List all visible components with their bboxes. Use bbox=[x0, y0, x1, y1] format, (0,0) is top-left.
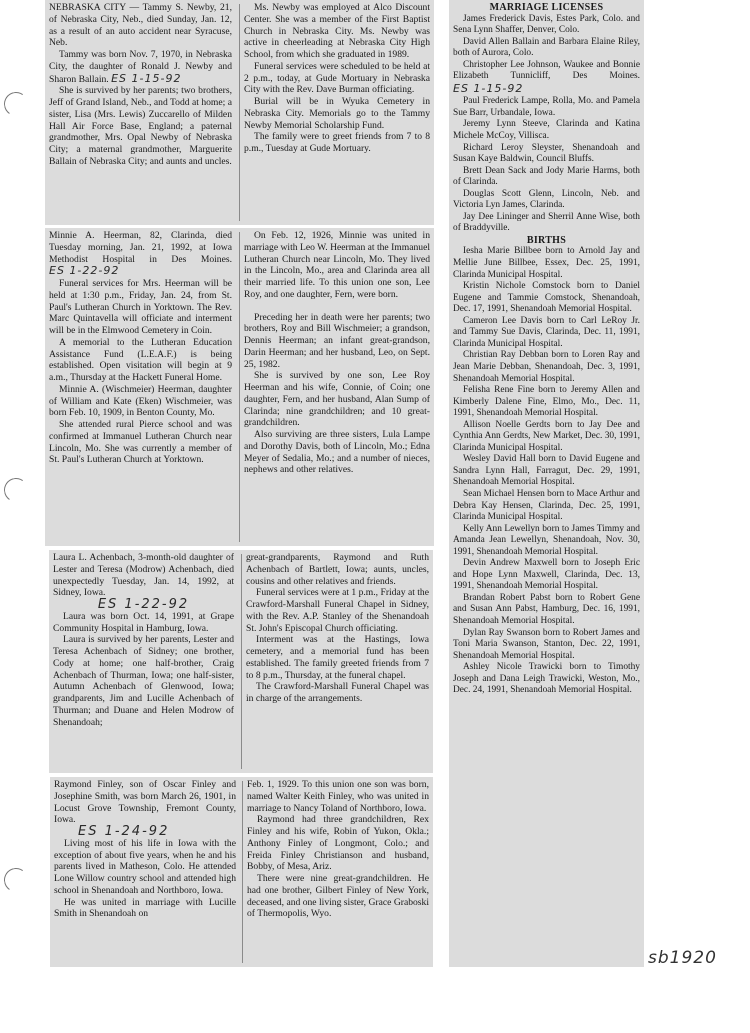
marriage-license-entry: James Frederick Davis, Estes Park, Colo. and Sena Lynn Shaffer, Denver, Colo. bbox=[453, 13, 640, 36]
achenbach-para: Funeral services were at 1 p.m., Friday at the Crawford-Marshall Funeral Chapel in Sidney, with the Rev. A.P. Stanley of the Shenandoah St. John's Episcopal Church officiating. bbox=[246, 587, 429, 634]
obituary-clipping-newby bbox=[45, 0, 434, 225]
obituary-clipping-finley bbox=[50, 777, 433, 967]
marriage-license-entry: Paul Frederick Lampe, Rolla, Mo. and Pamela Sue Barr, Urbandale, Iowa. bbox=[453, 96, 640, 118]
finley-para: He was united in marriage with Lucille Smith in Shenandoah on bbox=[54, 896, 236, 920]
handwritten-date-note: ES 1-22-92 bbox=[97, 597, 190, 612]
marriage-license-entry: Jay Dee Lininger and Sherril Anne Wise, both of Braddyville. bbox=[453, 211, 640, 234]
achenbach-para: great-grandparents, Raymond and Ruth Achenbach of Bartlett, Iowa; aunts, uncles, cousins and other relatives and friends. bbox=[246, 552, 429, 587]
marriage-license-entry: David Allen Ballain and Barbara Elaine Riley, both of Aurora, Colo. bbox=[453, 36, 640, 59]
handwritten-date-note: ES 1-24-92 bbox=[78, 824, 170, 839]
newby-para: Ms. Newby was employed at Alco Discount Center. She was a member of the First Baptist Church in Nebraska City. Ms. Newby was active in cheerleading at Nebraska City High School, from which she graduated in 1989. bbox=[244, 2, 430, 60]
finley-para: Feb. 1, 1929. To this union one son was born, named Walter Keith Finley, who was united in marriage to Nancy Toland of Northboro, Iowa. bbox=[247, 779, 429, 814]
marriage-license-entry: Christopher Lee Johnson, Waukee and Bonnie Elizabeth Tunnicliff, Des Moines. ES 1-15-92 bbox=[453, 59, 640, 95]
obituary-clipping-achenbach bbox=[49, 550, 433, 773]
births-heading: BIRTHS bbox=[526, 234, 567, 246]
binder-hole-bottom bbox=[2, 866, 30, 894]
vital-records-column bbox=[449, 0, 644, 697]
finley-para: Raymond had three grandchildren, Rex Finley and his wife, Robin of Yukon, Okla.; Anthony Finley of Longmont, Colo.; and Freida Finley Christianson and husband, Bobby, of Mesa, Ariz. bbox=[247, 814, 429, 873]
finley-para: There were nine great-grandchildren. He had one brother, Gilbert Finley of New York, deceased, and one living sister, Grace Graboski of Thermopolis, Wyo. bbox=[247, 873, 429, 920]
birth-entry: Sean Michael Hensen born to Mace Arthur and Debra Kay Hensen, Clarinda, Dec. 25, 1991, Clarinda Municipal Hospital. bbox=[453, 488, 640, 523]
marriage-license-entry: Jeremy Lynn Steeve, Clarinda and Katina Michele McCoy, Villisca. bbox=[453, 119, 640, 142]
newby-column-left bbox=[45, 0, 236, 168]
heerman-para: She attended rural Pierce school and was confirmed at Immanuel Lutheran Church near Lincoln, Mo. She was currently a member of St. Paul's Lutheran Church at Yorktown. bbox=[49, 419, 232, 466]
birth-entry: Christian Ray Debban born to Loren Ray and Jean Marie Debban, Shenandoah, Dec. 3, 1991, Shenandoah Memorial Hospital. bbox=[453, 350, 640, 384]
newby-para: Burial will be in Wyuka Cemetery in Nebraska City. Memorials go to the Tammy Newby Memorial Scholarship Fund. bbox=[244, 96, 430, 131]
birth-entry: Allison Noelle Gerdts born to Jay Dee and Cynthia Ann Gerdts, New Market, Dec. 30, 1991, Clarinda Municipal Hospital. bbox=[453, 419, 640, 453]
handwritten-reference-number: sb1920 bbox=[648, 948, 717, 968]
achenbach-para: Interment was at the Hastings, Iowa cemetery, and a memorial fund has been established. The family greeted friends from 7 to 8 p.m., Thursday, at the funeral chapel. bbox=[246, 634, 429, 681]
handwritten-date-note: ES 1-15-92 bbox=[111, 71, 182, 85]
newby-para: The family were to greet friends from 7 to 8 p.m., Tuesday at Gude Mortuary. bbox=[244, 131, 430, 154]
binder-hole-top bbox=[2, 90, 30, 118]
heerman-para: A memorial to the Lutheran Education Assistance Fund (L.E.A.F.) is being established. Open visitation will begin at 9 a.m., Thursday at the Hackett Funeral Home. bbox=[49, 336, 232, 383]
handwritten-date-note: ES 1-15-92 bbox=[453, 81, 524, 95]
achenbach-para: The Crawford-Marshall Funeral Chapel was in charge of the arrangements. bbox=[246, 681, 429, 704]
heerman-column-left bbox=[45, 228, 236, 466]
finley-para: Raymond Finley, son of Oscar Finley and Josephine Smith, was born March 26, 1901, in Locust Grove Township, Fremont County, Iowa. bbox=[54, 779, 236, 826]
marriage-license-list bbox=[453, 14, 640, 235]
birth-announcement-list bbox=[453, 246, 640, 696]
achenbach-para: Laura is survived by her parents, Lester and Teresa Achenbach of Sidney; one brother, Cody at home; one half-brother, Craig Achenbach of Thurman, Iowa; one half-sister, Autumn Achenbach of Glenwood, Iowa; grandparents, Jim and Lucille Achenbach of Thurman; and Duane and Helen Modrow of Shenandoah; bbox=[53, 634, 234, 728]
heerman-para: Preceding her in death were her parents; two brothers, Roy and Bill Wischmeier; a grandson, Dennis Heerman; an infant great-grandson, Darin Heerman; and her husband, Leo, on Sept. 25, 1982. bbox=[244, 311, 430, 370]
heerman-para: She is survived by one son, Lee Roy Heerman and his wife, Connie, of Coin; one daughter, Fern, and her husband, Alan Sump of Clarinda; nine grandchildren; and 10 great-grandchildren. bbox=[244, 370, 430, 429]
marriage-license-entry: Douglas Scott Glenn, Lincoln, Neb. and Victoria Lyn James, Clarinda. bbox=[453, 188, 640, 211]
achenbach-para: Laura L. Achenbach, 3-month-old daughter of Lester and Teresa (Modrow) Achenbach, died unexpectedly Tuesday, Jan. 14, 1992, at Sidney, Iowa. bbox=[53, 552, 234, 599]
heerman-para: Minnie A. (Wischmeier) Heerman, daughter of William and Kate (Eken) Wischmeier, was born Feb. 10, 1909, in Benton County, Mo. bbox=[49, 383, 232, 419]
achenbach-column-left bbox=[49, 550, 238, 728]
finley-column-left bbox=[50, 777, 240, 920]
birth-entry: Iesha Marie Billbee born to Arnold Jay and Mellie June Billbee, Essex, Dec. 25, 1991, Clarinda Municipal Hospital. bbox=[453, 246, 640, 280]
birth-entry: Kristin Nichole Comstock born to Daniel Eugene and Tammie Comstock, Shenandoah, Dec. 17, 1991, Shenandoah Memorial Hospital. bbox=[453, 281, 640, 315]
birth-entry: Ashley Nicole Trawicki born to Timothy Joseph and Dana Leigh Trawicki, Weston, Mo., Dec. 24, 1991, Shenandoah Memorial Hospital. bbox=[453, 662, 640, 696]
newby-para: She is survived by her parents; two brothers, Jeff of Grand Island, Neb., and Todd at home; a sister, Lisa (Mrs. Lewis) Zuccarello of Milden Hall Air Force Base, England; a paternal grandmother, Mrs. Opal Newby of Nebraska City; a maternal grandmother, Marguerite Ballain of Nebraska City; and aunts and uncles. bbox=[49, 85, 232, 167]
birth-entry: Devin Andrew Maxwell born to Joseph Eric and Hope Lynn Maxwell, Clarinda, Dec. 13, 1991, Shenandoah Memorial Hospital. bbox=[453, 558, 640, 592]
heerman-para: Minnie A. Heerman, 82, Clarinda, died Tuesday morning, Jan. 21, 1992, at Iowa Methodist Hospital in Des Moines. ES 1-22-92 bbox=[49, 230, 232, 278]
marriage-license-entry: Richard Leroy Sleyster, Shenandoah and Susan Kaye Baldwin, Council Bluffs. bbox=[453, 142, 640, 165]
birth-entry: Brandan Robert Pabst born to Robert Gene and Susan Ann Pabst, Hamburg, Dec. 16, 1991, Shenandoah Memorial Hospital. bbox=[453, 592, 640, 626]
newby-para: NEBRASKA CITY — Tammy S. Newby, 21, of Nebraska City, Neb., died Sunday, Jan. 12, as a result of an auto accident near Syracuse, Neb. bbox=[49, 2, 232, 49]
heerman-para: Funeral services for Mrs. Heerman will be held at 1:30 p.m., Friday, Jan. 24, from St. Paul's Lutheran Church in Yorktown. The Rev. Marc Quintavella will officiate and interment will be in the Elmwood Cemetery in Coin. bbox=[49, 278, 232, 336]
finley-para: Living most of his life in Iowa with the exception of about five years, when he and his parents lived in Matheson, Colo. He attended Lone Willow country school and attended high school in Shenandoah and Northboro, Iowa. bbox=[54, 837, 236, 896]
heerman-para: Also surviving are three sisters, Lula Lampe and Dorothy Davis, both of Lincoln, Mo.; Edna Meyer of Sedalia, Mo.; and a number of nieces, nephews and other relatives. bbox=[244, 429, 430, 476]
birth-entry: Kelly Ann Lewellyn born to James Timmy and Amanda Jean Lewellyn, Shenandoah, Nov. 30, 1991, Shenandoah Memorial Hospital. bbox=[453, 523, 640, 557]
newby-para: Tammy was born Nov. 7, 1970, in Nebraska City, the daughter of Ronald J. Newby and Sharon Ballain. ES 1-15-92 bbox=[49, 49, 232, 85]
birth-entry: Felisha Rene Fine born to Jeremy Allen and Kimberly Dalene Fine, Elmo, Mo., Dec. 11, 1991, Shenandoah Memorial Hospital. bbox=[453, 385, 640, 419]
handwritten-date-note: ES 1-22-92 bbox=[49, 264, 120, 278]
binder-hole-middle bbox=[2, 476, 30, 504]
birth-entry: Dylan Ray Swanson born to Robert James and Toni Maria Swanson, Stanton, Dec. 22, 1991, Shenandoah Memorial Hospital. bbox=[453, 627, 640, 661]
marriage-license-entry: Brett Dean Sack and Jody Marie Harms, both of Clarinda. bbox=[453, 165, 640, 188]
achenbach-para: Laura was born Oct. 14, 1991, at Grape Community Hospital in Hamburg, Iowa. bbox=[53, 610, 234, 634]
heerman-para: On Feb. 12, 1926, Minnie was united in marriage with Leo W. Heerman at the Immanuel Lutheran Church near Lincoln, Mo. They lived in the Lincoln, Mo., area and Clarinda area all their married life. To this union one son, Lee Roy, and one daughter, Fern, were born. bbox=[244, 230, 430, 300]
newby-para: Funeral services were scheduled to be held at 2 p.m., today, at Gude Mortuary in Nebraska City with the Rev. Dave Burman officiating. bbox=[244, 60, 430, 96]
birth-entry: Wesley David Hall born to David Eugene and Sandra Lynn Hall, Farragut, Dec. 29, 1991, Shenandoah Memorial Hospital. bbox=[453, 454, 640, 488]
newby-column-right bbox=[240, 0, 434, 155]
marriage-licenses-heading: MARRIAGE LICENSES bbox=[489, 2, 604, 13]
finley-column-right bbox=[243, 777, 433, 920]
vital-records-clipping bbox=[449, 0, 644, 967]
heerman-column-right bbox=[240, 228, 434, 476]
achenbach-column-right bbox=[242, 550, 433, 705]
obituary-clipping-heerman bbox=[45, 228, 434, 546]
birth-entry: Cameron Lee Davis born to Carl LeRoy Jr. and Tammy Sue Davis, Clarinda, Dec. 11, 1991, Clarinda Municipal Hospital. bbox=[453, 315, 640, 349]
